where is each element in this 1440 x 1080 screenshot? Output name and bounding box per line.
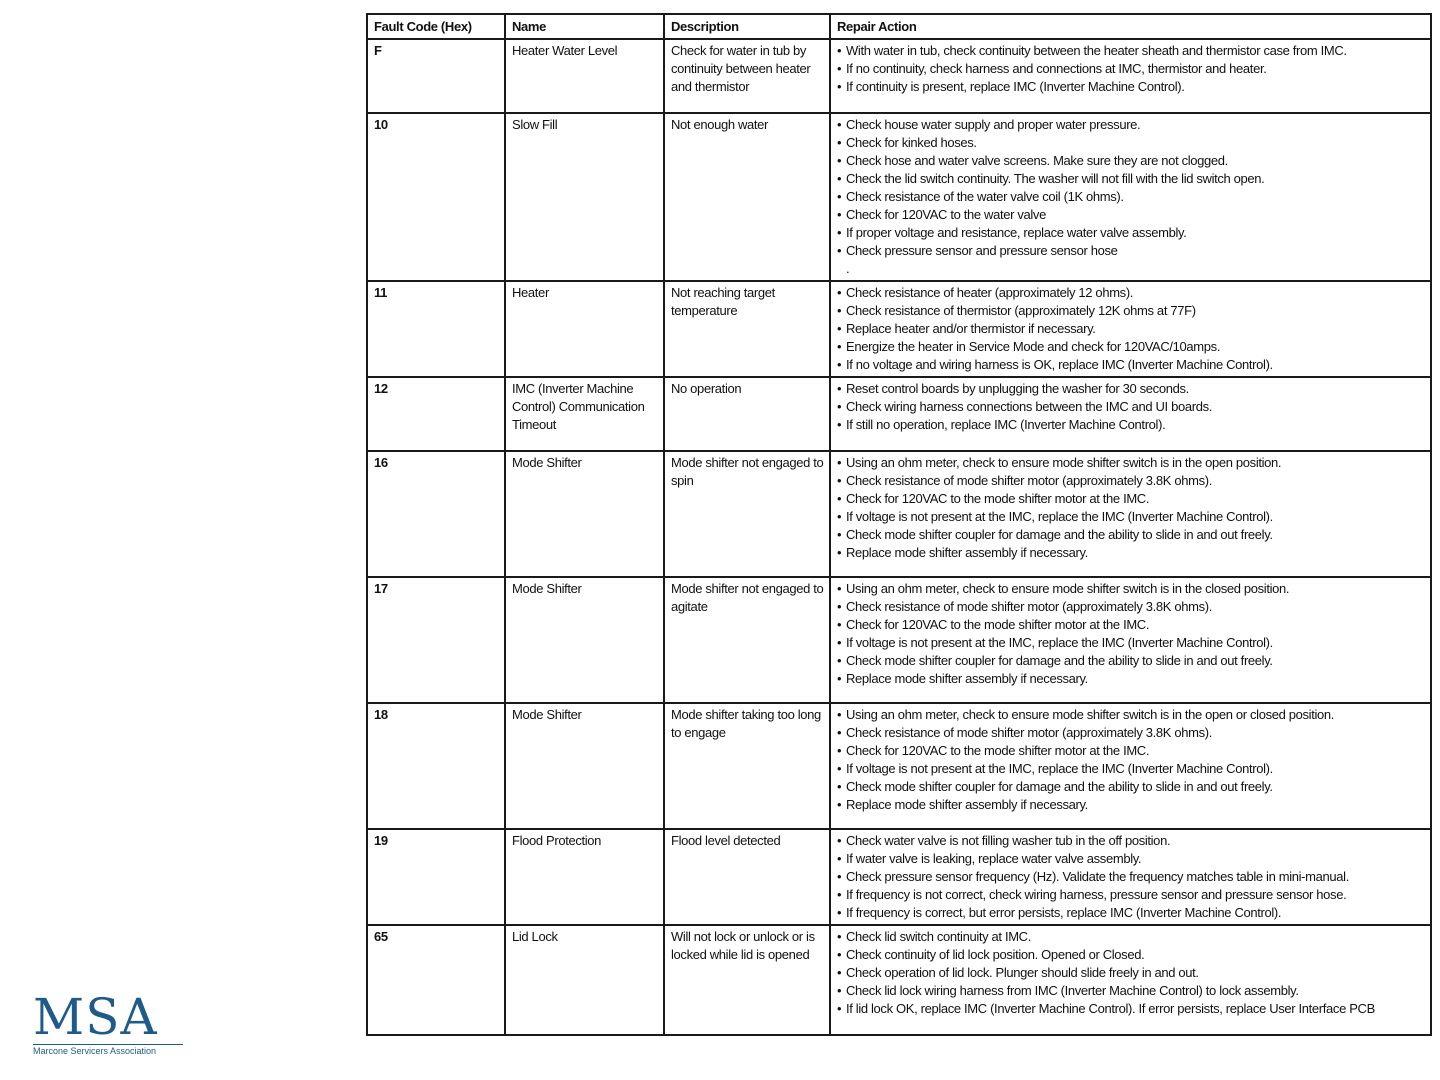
fault-code-cell: 16 — [367, 451, 505, 577]
repair-action-item: . — [846, 261, 850, 276]
repair-action-list — [837, 832, 1425, 922]
repair-action-item: • Check continuity of lid lock position. Opened or Closed. — [837, 946, 1425, 964]
repair-action-cell — [830, 577, 1431, 703]
repair-action-list — [837, 580, 1425, 688]
fault-code-cell: 18 — [367, 703, 505, 829]
repair-action-item: • Check pressure sensor frequency (Hz). Validate the frequency matches table in mini-manual. — [837, 868, 1425, 886]
repair-action-item: • If voltage is not present at the IMC, replace the IMC (Inverter Machine Control). — [837, 634, 1425, 652]
repair-action-item: • Replace mode shifter assembly if necessary. — [837, 670, 1425, 688]
fault-code-cell: F — [367, 39, 505, 113]
repair-action-item: • If lid lock OK, replace IMC (Inverter Machine Control). If error persists, replace User Interface PCB — [837, 1000, 1425, 1018]
table-row — [367, 577, 1431, 703]
fault-name-cell: Mode Shifter — [505, 451, 664, 577]
repair-action-item: • If no voltage and wiring harness is OK, replace IMC (Inverter Machine Control). — [837, 356, 1425, 374]
fault-description-cell: Check for water in tub by continuity between heater and thermistor — [664, 39, 830, 113]
fault-description-cell: Will not lock or unlock or is locked while lid is opened — [664, 925, 830, 1035]
repair-action-list — [837, 284, 1425, 374]
header-name: Name — [505, 14, 664, 39]
repair-action-item: • Check resistance of mode shifter motor (approximately 3.8K ohms). — [837, 724, 1425, 742]
fault-description-cell: Mode shifter not engaged to spin — [664, 451, 830, 577]
repair-action-cell — [830, 39, 1431, 113]
logo-underline-band — [33, 1056, 183, 1064]
fault-name-cell: IMC (Inverter Machine Control) Communication Timeout — [505, 377, 664, 451]
repair-action-item: • Check resistance of mode shifter motor (approximately 3.8K ohms). — [837, 472, 1425, 490]
fault-code-cell: 17 — [367, 577, 505, 703]
repair-action-item: • Check lid switch continuity at IMC. — [837, 928, 1425, 946]
table-body — [367, 39, 1431, 1035]
repair-action-item: • If continuity is present, replace IMC (Inverter Machine Control). — [837, 78, 1425, 96]
repair-action-list — [837, 706, 1425, 814]
fault-name-cell: Flood Protection — [505, 829, 664, 925]
fault-description-cell: Mode shifter not engaged to agitate — [664, 577, 830, 703]
repair-action-item: • Using an ohm meter, check to ensure mode shifter switch is in the open position. — [837, 454, 1425, 472]
repair-action-item: • Replace mode shifter assembly if necessary. — [837, 796, 1425, 814]
repair-action-cell — [830, 703, 1431, 829]
header-repair-action: Repair Action — [830, 14, 1431, 39]
repair-action-item: • With water in tub, check continuity between the heater sheath and thermistor case from IMC. — [837, 42, 1425, 60]
fault-code-cell: 12 — [367, 377, 505, 451]
repair-action-item: • If no continuity, check harness and connections at IMC, thermistor and heater. — [837, 60, 1425, 78]
fault-name-cell: Heater Water Level — [505, 39, 664, 113]
repair-action-item: • Check mode shifter coupler for damage and the ability to slide in and out freely. — [837, 526, 1425, 544]
repair-action-item: • Using an ohm meter, check to ensure mode shifter switch is in the open or closed position. — [837, 706, 1425, 724]
repair-action-item: • Check for 120VAC to the mode shifter motor at the IMC. — [837, 616, 1425, 634]
repair-action-item: • Check resistance of mode shifter motor (approximately 3.8K ohms). — [837, 598, 1425, 616]
fault-name-cell: Mode Shifter — [505, 703, 664, 829]
repair-action-cell — [830, 451, 1431, 577]
fault-name-cell: Mode Shifter — [505, 577, 664, 703]
fault-name-cell: Heater — [505, 281, 664, 377]
repair-action-item: • Check for 120VAC to the mode shifter motor at the IMC. — [837, 742, 1425, 760]
repair-action-item: • If proper voltage and resistance, replace water valve assembly. — [837, 224, 1425, 242]
fault-code-cell: 10 — [367, 113, 505, 281]
repair-action-list — [837, 454, 1425, 562]
repair-action-item: • Using an ohm meter, check to ensure mode shifter switch is in the closed position. — [837, 580, 1425, 598]
repair-action-cell — [830, 281, 1431, 377]
repair-action-item: • Replace heater and/or thermistor if necessary. — [837, 320, 1425, 338]
header-description: Description — [664, 14, 830, 39]
table-row — [367, 39, 1431, 113]
repair-action-list — [837, 380, 1425, 434]
repair-action-item: • If frequency is not correct, check wiring harness, pressure sensor and pressure sensor hose. — [837, 886, 1425, 904]
repair-action-item: • If water valve is leaking, replace water valve assembly. — [837, 850, 1425, 868]
fault-name-cell: Slow Fill — [505, 113, 664, 281]
table-row — [367, 829, 1431, 925]
fault-description-cell: Flood level detected — [664, 829, 830, 925]
repair-action-item: • If voltage is not present at the IMC, replace the IMC (Inverter Machine Control). — [837, 508, 1425, 526]
repair-action-item: • Check operation of lid lock. Plunger should slide freely in and out. — [837, 964, 1425, 982]
fault-description-cell: Not reaching target temperature — [664, 281, 830, 377]
table-row — [367, 377, 1431, 451]
repair-action-item: • Check wiring harness connections between the IMC and UI boards. — [837, 398, 1425, 416]
repair-action-item: • Check lid lock wiring harness from IMC (Inverter Machine Control) to lock assembly. — [837, 982, 1425, 1000]
repair-action-item: • Check for kinked hoses. — [837, 134, 1425, 152]
repair-action-item: • Check the lid switch continuity. The washer will not fill with the lid switch open. — [837, 170, 1425, 188]
repair-action-item: • If frequency is correct, but error persists, replace IMC (Inverter Machine Control). — [837, 904, 1425, 922]
repair-action-item: • Energize the heater in Service Mode and check for 120VAC/10amps. — [837, 338, 1425, 356]
table-row — [367, 113, 1431, 281]
logo-letters: MSA — [33, 988, 158, 1046]
fault-code-table — [366, 13, 1432, 1036]
table-row — [367, 451, 1431, 577]
repair-action-item: • Check hose and water valve screens. Make sure they are not clogged. — [837, 152, 1425, 170]
repair-action-item: • Check water valve is not filling washer tub in the off position. — [837, 832, 1425, 850]
repair-action-list — [837, 42, 1425, 96]
logo-tagline: Marcone Servicers Association — [33, 1044, 183, 1056]
msa-logo — [33, 990, 183, 1062]
fault-code-cell: 65 — [367, 925, 505, 1035]
table-row — [367, 281, 1431, 377]
repair-action-item: • Check pressure sensor and pressure sensor hose — [837, 242, 1425, 260]
fault-code-cell: 19 — [367, 829, 505, 925]
repair-action-cell — [830, 113, 1431, 281]
repair-action-list — [837, 928, 1425, 1018]
repair-action-item: • Reset control boards by unplugging the washer for 30 seconds. — [837, 380, 1425, 398]
repair-action-cell — [830, 377, 1431, 451]
repair-action-item: • If voltage is not present at the IMC, replace the IMC (Inverter Machine Control). — [837, 760, 1425, 778]
repair-action-item: • Check resistance of heater (approximately 12 ohms). — [837, 284, 1425, 302]
repair-action-item: • Check house water supply and proper water pressure. — [837, 116, 1425, 134]
table-header-row — [367, 14, 1431, 39]
repair-action-cell — [830, 925, 1431, 1035]
repair-action-item: • Replace mode shifter assembly if necessary. — [837, 544, 1425, 562]
header-fault-code: Fault Code (Hex) — [367, 14, 505, 39]
repair-action-item: • Check for 120VAC to the mode shifter motor at the IMC. — [837, 490, 1425, 508]
table-row — [367, 925, 1431, 1035]
repair-action-item: • Check mode shifter coupler for damage and the ability to slide in and out freely. — [837, 778, 1425, 796]
repair-action-cell — [830, 829, 1431, 925]
repair-action-item: • Check resistance of thermistor (approximately 12K ohms at 77F) — [837, 302, 1425, 320]
repair-action-item: • Check resistance of the water valve coil (1K ohms). — [837, 188, 1425, 206]
fault-description-cell: No operation — [664, 377, 830, 451]
fault-name-cell: Lid Lock — [505, 925, 664, 1035]
fault-code-cell: 11 — [367, 281, 505, 377]
repair-action-item: • Check mode shifter coupler for damage and the ability to slide in and out freely. — [837, 652, 1425, 670]
fault-description-cell: Mode shifter taking too long to engage — [664, 703, 830, 829]
repair-action-item: • If still no operation, replace IMC (Inverter Machine Control). — [837, 416, 1425, 434]
table-row — [367, 703, 1431, 829]
repair-action-list — [837, 116, 1425, 278]
repair-action-item: • Check for 120VAC to the water valve — [837, 206, 1425, 224]
fault-description-cell: Not enough water — [664, 113, 830, 281]
